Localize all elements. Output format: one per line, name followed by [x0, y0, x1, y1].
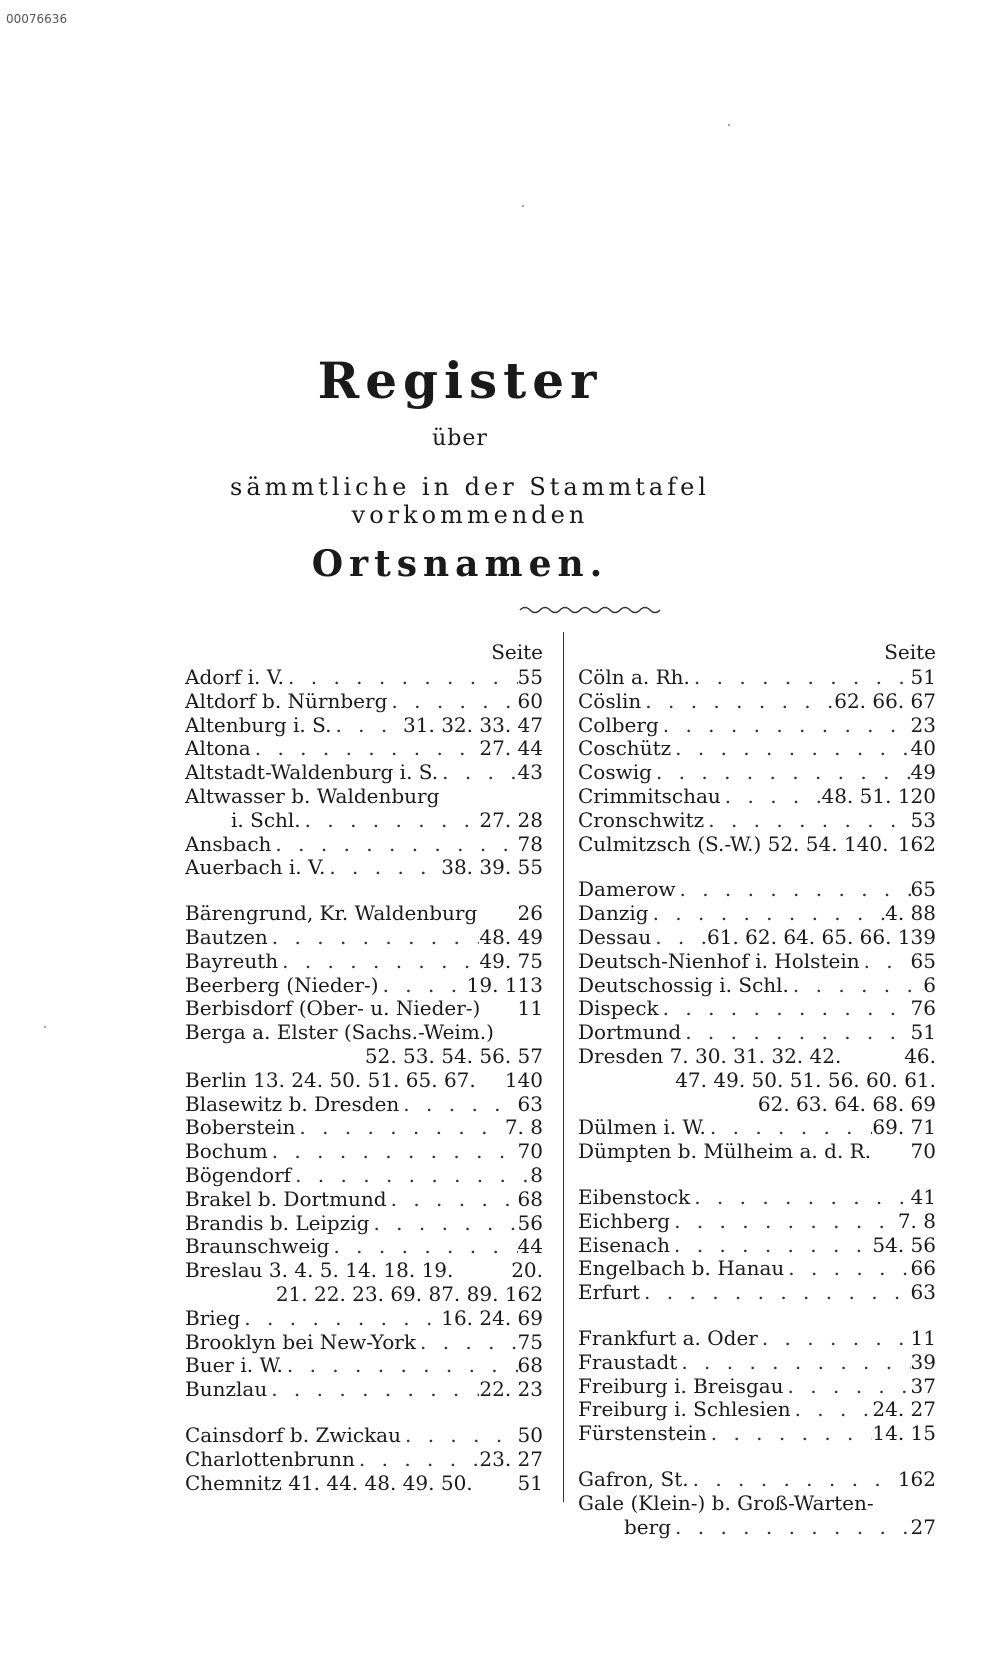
place-name: Gafron, St.: [578, 1467, 689, 1491]
place-entry: [578, 1492, 936, 1516]
ornament-divider: [220, 603, 900, 617]
place-name: Crimmitschau: [578, 784, 721, 808]
entry-group: [185, 902, 543, 1402]
left-entry-list: [185, 666, 543, 1495]
leader-dots: [704, 809, 910, 833]
place-name: Engelbach b. Hanau: [578, 1257, 785, 1281]
place-entry: [185, 974, 543, 998]
page-numbers: 78: [517, 832, 543, 856]
place-entry: [185, 1472, 543, 1496]
place-name: Frankfurt a. Oder: [578, 1326, 758, 1350]
page-numbers: 41: [910, 1185, 936, 1209]
place-entry: [185, 856, 543, 880]
page-numbers: 26: [517, 902, 543, 926]
place-entry: [185, 1331, 543, 1355]
page-numbers: 27: [910, 1515, 936, 1539]
leader-dots: [271, 833, 517, 857]
leader-dots: [379, 974, 467, 998]
leader-dots: [283, 1354, 518, 1378]
place-entry: [578, 785, 936, 809]
page-numbers: 23. 27: [479, 1447, 543, 1471]
place-name: Dessau: [578, 925, 652, 949]
page-numbers: 16. 24. 69: [441, 1306, 543, 1330]
leader-dots: [291, 1164, 530, 1188]
leader-dots: [721, 785, 822, 809]
page-numbers: 49: [910, 761, 936, 785]
place-name: Adorf i. V.: [185, 666, 285, 689]
page-numbers: 75: [517, 1330, 543, 1354]
place-entry: [185, 690, 543, 714]
page-numbers: 68: [517, 1187, 543, 1211]
place-entry: [578, 1468, 936, 1492]
leader-dots: [671, 1516, 911, 1540]
place-name: Eisenach: [578, 1233, 670, 1257]
leader-dots: [675, 878, 910, 902]
place-entry: [185, 1164, 543, 1188]
place-entry: [578, 1140, 936, 1164]
page-numbers: 51: [517, 1471, 543, 1495]
leader-dots: [267, 1378, 479, 1402]
page-numbers: 27. 44: [479, 737, 543, 761]
entry-group: [578, 1186, 936, 1305]
place-entry: [578, 833, 936, 857]
place-entry: [185, 1259, 543, 1283]
place-entry: [185, 833, 543, 857]
leader-dots: [438, 761, 517, 785]
leader-dots: [268, 1140, 518, 1164]
page-numbers: 48. 51. 120: [821, 784, 936, 808]
place-entry: [185, 1235, 543, 1259]
page-numbers: 70: [517, 1140, 543, 1164]
page-numbers: 49. 75: [479, 949, 543, 973]
place-entry: [185, 1093, 543, 1117]
page-numbers: 54. 56: [872, 1233, 936, 1257]
place-name: Altona: [185, 737, 251, 761]
place-entry: [578, 1516, 936, 1540]
leader-dots: [791, 1398, 873, 1422]
page-numbers: 76: [910, 997, 936, 1021]
entry-group: [185, 1424, 543, 1495]
page-numbers: 39: [910, 1350, 936, 1374]
place-entry: [578, 997, 936, 1021]
page-numbers: 47. 49. 50. 51. 56. 60. 61.: [675, 1068, 936, 1092]
place-entry: [578, 950, 936, 974]
place-entry: [185, 1188, 543, 1212]
entry-group: [578, 1468, 936, 1539]
page-numbers: 21. 22. 23. 69. 87. 89. 162: [275, 1282, 543, 1306]
entry-continuation: [185, 1283, 543, 1307]
leader-dots: [295, 1116, 504, 1140]
column-header: Seite: [491, 640, 543, 664]
place-entry: [578, 714, 936, 738]
page-numbers: 8: [530, 1163, 543, 1187]
place-name: Altstadt-Waldenburg i. S.: [185, 761, 439, 785]
scan-speck: [44, 1026, 46, 1028]
page-numbers: 46.: [904, 1044, 936, 1068]
leader-dots: [784, 1375, 911, 1399]
place-name: Bautzen: [185, 925, 268, 949]
place-entry: [185, 1307, 543, 1331]
place-name: Cronschwitz: [578, 808, 705, 832]
entry-continuation: [578, 1093, 936, 1117]
place-entry: [185, 1424, 543, 1448]
leader-dots: [301, 809, 480, 833]
place-name: Bärengrund, Kr. Waldenburg: [185, 902, 478, 926]
leader-dots: [670, 1210, 898, 1234]
page-numbers: 20.: [511, 1259, 543, 1283]
place-entry: [185, 1116, 543, 1140]
place-name: Brakel b. Dortmund: [185, 1187, 387, 1211]
entry-group: [185, 666, 543, 880]
page-numbers: 65: [910, 878, 936, 902]
place-entry: [578, 1398, 936, 1422]
place-entry: [185, 902, 543, 926]
place-entry: [185, 950, 543, 974]
place-name: Cöslin: [578, 689, 642, 713]
page-numbers: 55: [517, 666, 543, 689]
page-numbers: 11: [517, 997, 543, 1021]
place-name: Altwasser b. Waldenburg: [185, 784, 440, 808]
page-numbers: 31. 32. 33. 47: [403, 713, 543, 737]
place-name: Fürstenstein: [578, 1422, 707, 1446]
leader-dots: [416, 1331, 518, 1355]
scan-speck: [728, 124, 730, 126]
place-name: Breslau 3. 4. 5. 14. 18. 19.: [185, 1259, 454, 1283]
place-entry: [578, 1116, 936, 1140]
leader-dots: [670, 1234, 872, 1258]
leader-dots: [387, 1188, 518, 1212]
page-numbers: 162: [897, 832, 936, 856]
leader-dots: [268, 926, 480, 950]
place-name: Berbisdorf (Ober- u. Nieder-): [185, 997, 481, 1021]
place-entry: [578, 1351, 936, 1375]
page-numbers: 38. 39. 55: [441, 856, 543, 880]
place-name: Beerberg (Nieder-): [185, 973, 379, 997]
place-entry: [578, 902, 936, 926]
place-name: Buer i. W.: [185, 1354, 283, 1378]
place-name: Bayreuth: [185, 949, 279, 973]
page-numbers: 65: [910, 949, 936, 973]
place-entry: [578, 1281, 936, 1305]
entry-continuation: [185, 1045, 543, 1069]
column-header: Seite: [884, 640, 936, 664]
leader-dots: [641, 690, 834, 714]
scan-speck: [522, 205, 524, 207]
entry-continuation: [578, 1069, 936, 1093]
leader-dots: [331, 714, 403, 738]
page-numbers: 48. 49: [479, 925, 543, 949]
leader-dots: [677, 1351, 910, 1375]
place-name: Deutsch-Nienhof i. Holstein: [578, 949, 860, 973]
page-title: Register: [317, 351, 603, 410]
place-name: Bunzlau: [185, 1378, 268, 1402]
place-entry: [578, 1045, 936, 1069]
page-numbers: 51: [910, 666, 936, 689]
right-entry-list: [578, 666, 936, 1539]
left-column: [185, 638, 543, 1517]
column-divider: [563, 632, 564, 1502]
page-numbers: 63: [910, 1281, 936, 1305]
place-name: Dresden 7. 30. 31. 32. 42.: [578, 1044, 842, 1068]
place-name: Berlin 13. 24. 50. 51. 65. 67.: [185, 1068, 476, 1092]
page-numbers: 50: [517, 1423, 543, 1447]
place-name: Berga a. Elster (Sachs.-Weim.): [185, 1021, 494, 1045]
place-name: Dümpten b. Mülheim a. d. R.: [578, 1140, 872, 1164]
place-entry: [578, 1257, 936, 1281]
page-numbers: 51: [910, 1021, 936, 1045]
page-numbers: 62. 63. 64. 68. 69: [757, 1092, 936, 1116]
place-entry: [578, 1186, 936, 1210]
leader-dots: [369, 1212, 517, 1236]
place-name: Brooklyn bei New-York: [185, 1330, 416, 1354]
place-name: Danzig: [578, 902, 649, 926]
page-numbers: 27. 28: [479, 808, 543, 832]
place-entry: [185, 1021, 543, 1045]
right-column: [578, 638, 936, 1561]
entry-group: [578, 1327, 936, 1446]
leader-dots: [325, 856, 441, 880]
leader-dots: [689, 1468, 898, 1492]
page-numbers: 22. 23: [479, 1378, 543, 1402]
page-numbers: 162: [897, 1467, 936, 1491]
leader-dots: [671, 737, 910, 761]
place-name: Dispeck: [578, 997, 659, 1021]
place-entry: [578, 1327, 936, 1351]
place-name: Charlottenbrunn: [185, 1447, 355, 1471]
place-entry: [578, 690, 936, 714]
place-entry: [578, 737, 936, 761]
place-name: Altdorf b. Nürnberg: [185, 689, 388, 713]
leader-dots: [784, 1257, 910, 1281]
place-name: Gale (Klein-) b. Groß-Warten-: [578, 1491, 874, 1515]
title-block: [0, 351, 1000, 621]
page-numbers: 69. 71: [872, 1116, 936, 1140]
leader-dots: [251, 737, 480, 761]
leader-dots: [387, 690, 517, 714]
page-numbers: 37: [910, 1374, 936, 1398]
place-entry: [578, 1210, 936, 1234]
place-entry: [185, 1212, 543, 1236]
page-numbers: 4. 88: [885, 902, 936, 926]
leader-dots: [659, 714, 911, 738]
place-name: Freiburg i. Breisgau: [578, 1374, 784, 1398]
scan-id: 00076636: [6, 12, 68, 26]
place-entry: [185, 737, 543, 761]
leader-dots: [401, 1424, 518, 1448]
leader-dots: [649, 902, 886, 926]
place-name: Blasewitz b. Dresden: [185, 1092, 400, 1116]
page-numbers: 19. 113: [466, 973, 543, 997]
leader-dots: [860, 950, 911, 974]
place-entry: [578, 974, 936, 998]
place-entry: [578, 1234, 936, 1258]
leader-dots: [789, 974, 923, 998]
page-numbers: 40: [910, 737, 936, 761]
place-name: Dülmen i. W.: [578, 1116, 706, 1140]
place-entry: [185, 997, 543, 1021]
page-numbers: 62. 66. 67: [834, 689, 936, 713]
place-name: Coschütz: [578, 737, 672, 761]
place-name: Bochum: [185, 1140, 268, 1164]
place-name: i. Schl.: [231, 808, 301, 832]
place-name: Braunschweig: [185, 1235, 330, 1259]
place-entry: [185, 714, 543, 738]
leader-dots: [329, 1235, 517, 1259]
page-subtitle: über: [432, 426, 488, 451]
place-entry: [185, 809, 543, 833]
place-name: Colberg: [578, 713, 659, 737]
place-entry: [578, 878, 936, 902]
place-name: Cainsdorf b. Zwickau: [185, 1423, 401, 1447]
page-numbers: 11: [910, 1326, 936, 1350]
leader-dots: [240, 1307, 441, 1331]
place-entry: [578, 809, 936, 833]
place-name: Auerbach i. V.: [185, 856, 326, 880]
page-numbers: 66: [910, 1257, 936, 1281]
place-entry: [185, 785, 543, 809]
place-entry: [578, 666, 936, 690]
page-numbers: 44: [517, 1235, 543, 1259]
place-name: Brandis b. Leipzig: [185, 1211, 370, 1235]
place-entry: [185, 666, 543, 690]
page-numbers: 52. 53. 54. 56. 57: [364, 1044, 543, 1068]
page-numbers: 61. 62. 64. 65. 66. 139: [707, 925, 936, 949]
leader-dots: [651, 926, 707, 950]
place-name: Boberstein: [185, 1116, 296, 1140]
leader-dots: [284, 666, 518, 690]
place-entry: [185, 1448, 543, 1472]
place-name: berg: [624, 1515, 672, 1539]
page-description: sämmtliche in der Stammtafel vorkommenden: [230, 473, 710, 529]
leader-dots: [681, 1021, 910, 1045]
leader-dots: [652, 761, 911, 785]
page-numbers: 23: [910, 713, 936, 737]
entry-group: [578, 878, 936, 1164]
page-numbers: 63: [517, 1092, 543, 1116]
leader-dots: [399, 1093, 517, 1117]
leader-dots: [690, 666, 911, 690]
place-name: Brieg: [185, 1306, 241, 1330]
page-numbers: 6: [923, 973, 936, 997]
leader-dots: [640, 1281, 911, 1305]
place-name: Eibenstock: [578, 1185, 691, 1209]
place-name: Chemnitz 41. 44. 48. 49. 50.: [185, 1471, 473, 1495]
place-entry: [578, 761, 936, 785]
leader-dots: [278, 950, 479, 974]
place-name: Culmitzsch (S.-W.) 52. 54. 140.: [578, 832, 889, 856]
place-entry: [185, 761, 543, 785]
place-name: Deutschossig i. Schl.: [578, 973, 789, 997]
place-name: Coswig: [578, 761, 652, 785]
place-entry: [185, 1140, 543, 1164]
page-numbers: 68: [517, 1354, 543, 1378]
place-entry: [578, 1422, 936, 1446]
leader-dots: [659, 997, 911, 1021]
place-entry: [185, 1354, 543, 1378]
place-entry: [185, 926, 543, 950]
page-numbers: 140: [504, 1068, 543, 1092]
page-numbers: 43: [517, 761, 543, 785]
entry-group: [578, 666, 936, 856]
place-entry: [185, 1069, 543, 1093]
place-entry: [185, 1378, 543, 1402]
place-entry: [578, 1021, 936, 1045]
place-name: Bögendorf: [185, 1163, 292, 1187]
page-heading: Ortsnamen.: [311, 543, 609, 585]
page-numbers: 56: [517, 1211, 543, 1235]
place-name: Eichberg: [578, 1209, 671, 1233]
place-name: Altenburg i. S.: [185, 713, 332, 737]
place-name: Freiburg i. Schlesien: [578, 1398, 791, 1422]
leader-dots: [355, 1448, 479, 1472]
place-name: Damerow: [578, 878, 676, 902]
page-numbers: 14. 15: [872, 1422, 936, 1446]
page-numbers: 70: [910, 1140, 936, 1164]
page-numbers: 7. 8: [897, 1209, 936, 1233]
leader-dots: [758, 1327, 911, 1351]
place-entry: [578, 1375, 936, 1399]
place-name: Fraustadt: [578, 1350, 678, 1374]
place-name: Cöln a. Rh.: [578, 666, 690, 689]
place-name: Erfurt: [578, 1281, 641, 1305]
place-name: Ansbach: [185, 832, 272, 856]
leader-dots: [690, 1186, 910, 1210]
page-numbers: 53: [910, 808, 936, 832]
place-name: Dortmund: [578, 1021, 682, 1045]
page-numbers: 24. 27: [872, 1398, 936, 1422]
leader-dots: [707, 1422, 873, 1446]
page-numbers: 7. 8: [504, 1116, 543, 1140]
place-entry: [578, 926, 936, 950]
leader-dots: [706, 1116, 872, 1140]
page-numbers: 60: [517, 689, 543, 713]
